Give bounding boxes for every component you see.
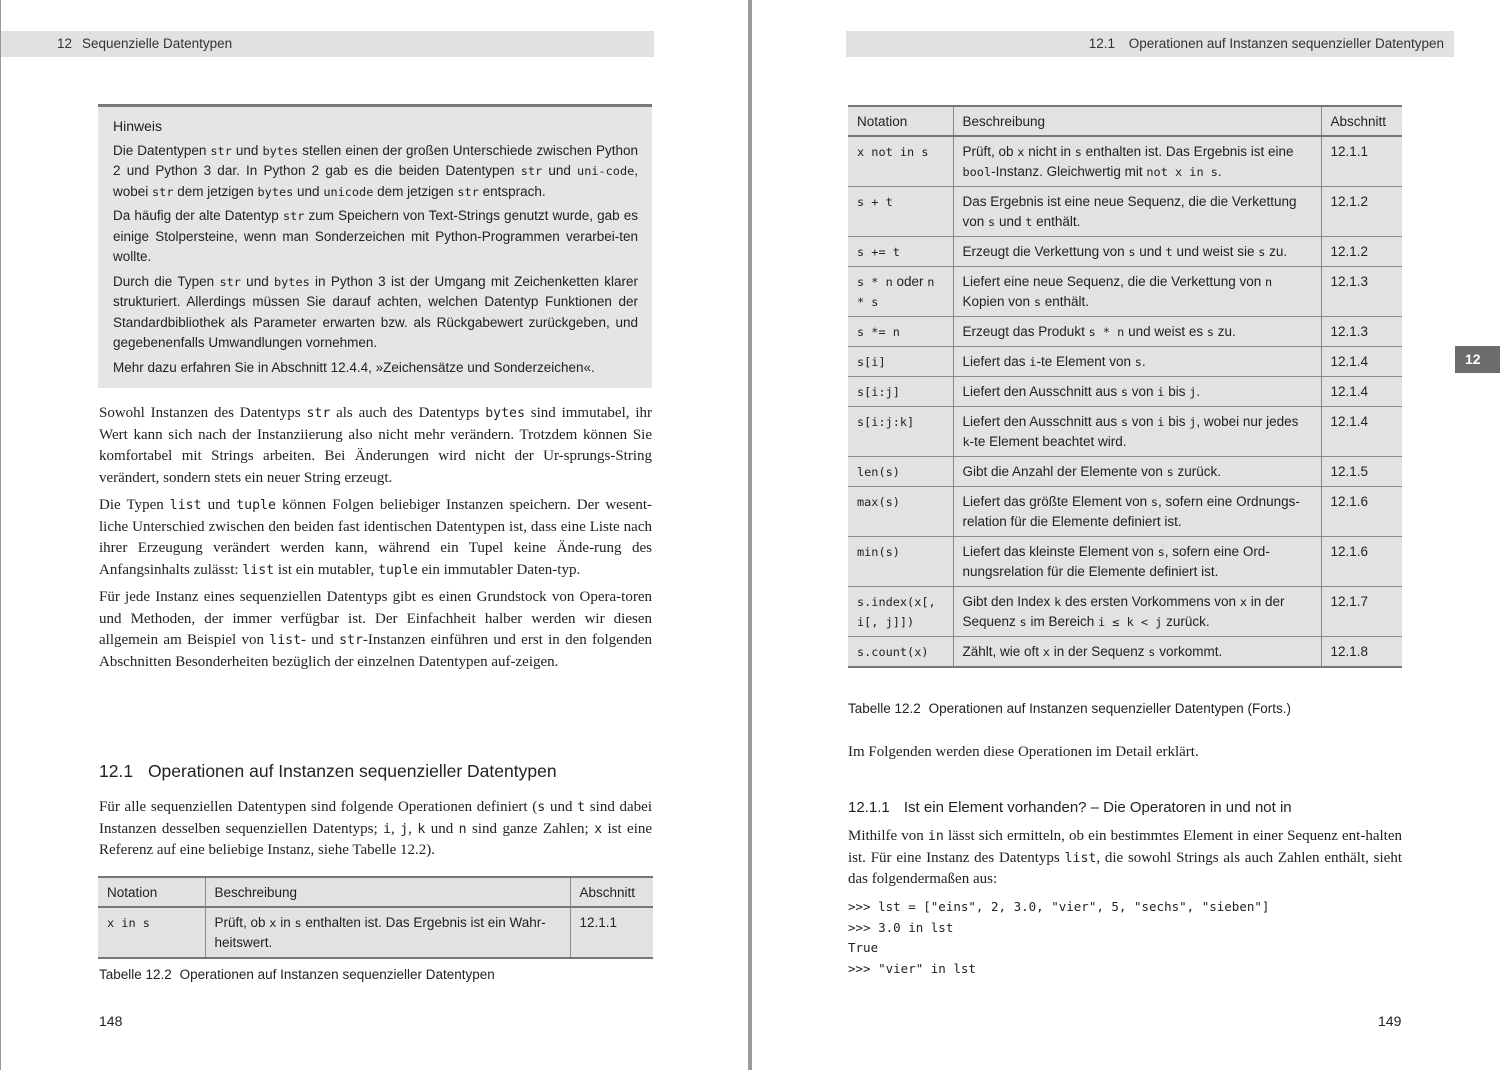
code-term: s [1166, 465, 1174, 479]
code-term: s += t [857, 245, 900, 259]
table-row [848, 457, 1402, 487]
code-term: s.index(x[, i[, j]]) [857, 595, 936, 629]
section-cell: 12.1.2 [1321, 237, 1402, 267]
code-term: j [1189, 415, 1197, 429]
left-page [0, 0, 748, 1070]
column-header: Notation [98, 877, 205, 907]
code-term: j [400, 821, 409, 837]
code-term: max(s) [857, 495, 900, 509]
right-page [752, 0, 1500, 1070]
chapter-number: 12 [57, 36, 73, 51]
section-cell: 12.1.3 [1321, 267, 1402, 317]
code-term: s [988, 215, 996, 229]
subsection-heading [848, 799, 1292, 816]
column-header: Beschreibung [953, 106, 1321, 136]
description-cell: Zählt, wie oft x in der Sequenz s vorkommt. [953, 637, 1321, 668]
code-term: i [1029, 355, 1037, 369]
code-term: x [1042, 645, 1050, 659]
code-term: n [458, 821, 467, 837]
code-term: list [1064, 850, 1097, 866]
table-row [848, 537, 1402, 587]
code-term: str [520, 164, 543, 178]
caption-label: Tabelle 12.2 [99, 967, 172, 982]
code-term: list [269, 633, 302, 648]
code-term: s *= n [857, 325, 900, 339]
table-row [848, 267, 1402, 317]
body-paragraph: Für jede Instanz eines sequenziellen Datentyps gibt es einen Grundstock von Opera-toren und Methoden, der immer verfügbar ist. Der Einfachheit halber werden wir diesen allgemein am Beispiel von list- und str-Instanzen einführen und erst in den folgenden Abschnitten Besonderheiten bezüglich der einzelnen Datentypen auf-zeigen. [99, 589, 652, 670]
section-number: 12.1 [99, 761, 134, 781]
description-cell: Liefert den Ausschnitt aus s von i bis j. [953, 377, 1321, 407]
code-term: list [169, 498, 202, 513]
code-term: i [383, 821, 392, 837]
code-term: t [577, 800, 586, 815]
notation-cell [848, 637, 953, 668]
code-term: s [1134, 355, 1142, 369]
code-term: x [594, 821, 603, 837]
code-term: s[i:j:k] [857, 415, 915, 429]
code-term: s [1128, 245, 1136, 259]
code-term: s [1148, 645, 1156, 659]
notation-cell [848, 407, 953, 457]
code-term: s * n [1088, 325, 1125, 339]
description-cell: Das Ergebnis ist eine neue Sequenz, die die Verkettung von s und t enthält. [953, 187, 1321, 237]
caption-text: Operationen auf Instanzen sequenzieller Datentypen [179, 967, 495, 982]
hint-paragraph: Die Datentypen str und bytes stellen einen der großen Unterschiede zwischen Python 2 und Python 3 dar. In Python 2 gab es die beiden Datentypen str und uni-code, wobei str dem jetzigen bytes und unicode dem jetzigen str entsprach. [113, 142, 639, 199]
description-cell: Liefert den Ausschnitt aus s von i bis j, wobei nur jedes k-te Element beachtet wird. [953, 407, 1321, 457]
body-paragraph: Die Typen list und tuple können Folgen beliebiger Instanzen speichern. Der wesent-liche Unterschied zwischen den beiden fast identischen Datentypen ist, dass eine Liste nach ihrer Erzeugung verändert werden kann, während ein Tupel keine Ände-rung des Anfangsinhalts zulässt: list ist ein mutabler, tuple ein immutabler Daten-typ. [99, 497, 652, 578]
code-term: str [282, 209, 305, 223]
notation-cell [848, 457, 953, 487]
notation-cell [98, 907, 205, 958]
table-caption [99, 967, 495, 982]
section-title: Operationen auf Instanzen sequenzieller Datentypen [1128, 36, 1444, 51]
operations-table-continued [848, 105, 1402, 668]
caption-label: Tabelle 12.2 [848, 701, 921, 716]
notation-cell [848, 587, 953, 637]
code-term: tuple [378, 562, 418, 578]
body-text-block [99, 403, 652, 673]
description-cell: Erzeugt das Produkt s * n und weist es s zu. [953, 317, 1321, 347]
column-header: Beschreibung [205, 877, 570, 907]
code-term: bytes [485, 406, 525, 421]
hint-paragraph: Mehr dazu erfahren Sie in Abschnitt 12.4.4, »Zeichensätze und Sonderzeichen«. [113, 359, 595, 375]
code-term: s [1206, 325, 1215, 339]
column-header: Abschnitt [570, 877, 653, 907]
notation-cell [848, 377, 953, 407]
description-cell: Liefert eine neue Sequenz, die die Verkettung von n Kopien von s enthält. [953, 267, 1321, 317]
section-cell: 12.1.2 [1321, 187, 1402, 237]
code-term: tuple [236, 498, 276, 513]
chapter-title: Sequenzielle Datentypen [82, 36, 233, 51]
code-term: s [1120, 415, 1129, 429]
page-number: 148 [99, 1013, 123, 1029]
table-row [848, 187, 1402, 237]
code-term: s [1258, 245, 1266, 259]
section-cell: 12.1.6 [1321, 537, 1402, 587]
hint-paragraph: Da häufig der alte Datentyp str zum Speichern von Text-Strings genutzt wurde, gab es einige Stolpersteine, wenn man Sonderzeichen mit Python-Programmen verarbei-ten wollte. [113, 208, 638, 264]
code-term: s [294, 916, 302, 930]
section-cell: 12.1.1 [570, 907, 653, 958]
code-term: s.count(x) [857, 645, 929, 659]
notation-cell [848, 237, 953, 267]
section-cell: 12.1.1 [1321, 136, 1402, 187]
code-term: k [1054, 595, 1062, 609]
code-term: s [1074, 145, 1082, 159]
code-term: uni-code [577, 164, 635, 178]
code-term: i [1157, 385, 1165, 399]
code-term: str [457, 184, 479, 199]
code-term: x [1017, 145, 1025, 159]
table-row [848, 377, 1402, 407]
code-term: s [537, 800, 546, 815]
code-term: list [242, 562, 275, 578]
code-term: bool [962, 165, 992, 179]
section-cell: 12.1.8 [1321, 637, 1402, 668]
running-head-right [846, 31, 1454, 57]
section-cell: 12.1.5 [1321, 457, 1402, 487]
subsection-number: 12.1.1 [848, 799, 890, 816]
description-cell: Prüft, ob x in s enthalten ist. Das Ergebnis ist ein Wahr-heitswert. [205, 907, 570, 958]
code-term: min(s) [857, 545, 900, 559]
table-row [848, 136, 1402, 187]
table-row [98, 907, 653, 958]
description-cell: Prüft, ob x nicht in s enthalten ist. Das Ergebnis ist eine bool-Instanz. Gleichwertig mit not x in s. [953, 136, 1321, 187]
notation-cell [848, 487, 953, 537]
code-term: s [1120, 385, 1129, 399]
code-term: k [962, 435, 970, 449]
section-number: 12.1 [1088, 36, 1116, 51]
section-paragraph: Für alle sequenziellen Datentypen sind folgende Operationen definiert (s und t sind dabei Instanzen desselben sequenziellen Datentyps; i, j, k und n sind ganze Zahlen; x ist eine Referenz auf eine beliebige Instanz, siehe Tabelle 12.2). [99, 799, 653, 858]
hint-title: Hinweis [113, 118, 163, 134]
caption-text: Operationen auf Instanzen sequenzieller Datentypen (Forts.) [928, 701, 1292, 716]
table-row [848, 317, 1402, 347]
column-header: Abschnitt [1321, 106, 1402, 136]
subsection-title: Ist ein Element vorhanden? – Die Operatoren in und not in [903, 799, 1292, 816]
code-term: bytes [274, 274, 310, 289]
code-term: str [210, 143, 232, 158]
code-term: x [269, 916, 277, 930]
description-cell: Gibt den Index k des ersten Vorkommens von x in der Sequenz s im Bereich i ≤ k < j zurück. [953, 587, 1321, 637]
code-term: bytes [262, 143, 299, 158]
section-cell: 12.1.7 [1321, 587, 1402, 637]
table-row [848, 237, 1402, 267]
code-listing [848, 897, 1269, 979]
table-row [848, 637, 1402, 668]
notation-cell [848, 187, 953, 237]
code-term: t [1165, 245, 1173, 259]
description-cell: Liefert das kleinste Element von s, sofern eine Ord-nungsrelation für die Elemente definiert ist. [953, 537, 1321, 587]
code-term: s [1019, 615, 1027, 629]
section-cell: 12.1.4 [1321, 347, 1402, 377]
table-header-row [98, 877, 653, 907]
table-caption [848, 701, 1291, 716]
operations-table [98, 876, 653, 959]
code-term: k [417, 821, 426, 837]
subsection-paragraph: Mithilfe von in lässt sich ermitteln, ob ein bestimmtes Element in einer Sequenz ent-halten ist. Für eine Instanz des Datentyps list, die sowohl Strings als auch Zahlen enthält, sieht das folgendermaßen aus: [848, 828, 1403, 887]
code-term: j [1189, 385, 1197, 399]
code-term: x not in s [857, 145, 929, 159]
chapter-thumb-tab: 12 [1455, 346, 1500, 373]
notation-cell [848, 347, 953, 377]
description-cell: Liefert das i-te Element von s. [953, 347, 1321, 377]
code-term: t [1025, 215, 1033, 229]
code-term: str [306, 406, 331, 421]
description-cell: Liefert das größte Element von s, sofern eine Ordnungs-relation für die Elemente definiert ist. [953, 487, 1321, 537]
notation-cell [848, 317, 953, 347]
code-term: i [1157, 415, 1165, 429]
description-cell: Erzeugt die Verkettung von s und t und weist sie s zu. [953, 237, 1321, 267]
code-line: >>> "vier" in lst [848, 960, 976, 976]
code-term: not x in s [1146, 165, 1218, 179]
table-row [848, 347, 1402, 377]
code-term: in [927, 829, 944, 844]
table-row [848, 407, 1402, 457]
section-cell: 12.1.4 [1321, 377, 1402, 407]
code-term: str [339, 633, 363, 648]
hint-paragraph: Durch die Typen str und bytes in Python 3 ist der Umgang mit Zeichenketten klarer strukturiert. Allerdings müssen Sie darauf achten, welchen Datentyp Funktionen der Standardbibliothek als Parameter erwarten bzw. als Rückgabewert zurückgeben, und gegebenenfalls Umwandlungen vornehmen. [113, 273, 638, 350]
table-row [848, 587, 1402, 637]
code-term: n [1264, 275, 1273, 289]
code-term: s[i:j] [857, 385, 900, 399]
hint-box [98, 104, 652, 388]
code-line: >>> lst = ["eins", 2, 3.0, "vier", 5, "sechs", "sieben"] [848, 899, 1270, 914]
code-term: i ≤ k < j [1097, 615, 1163, 629]
code-line: >>> 3.0 in lst [848, 919, 954, 935]
code-term: s [1157, 545, 1165, 559]
code-term: s [1150, 495, 1159, 509]
running-head-left [1, 31, 654, 57]
section-cell: 12.1.4 [1321, 407, 1402, 457]
table-header-row [848, 106, 1402, 136]
section-cell: 12.1.6 [1321, 487, 1402, 537]
intro-paragraph: Im Folgenden werden diese Operationen im Detail erklärt. [848, 744, 1199, 760]
section-title: Operationen auf Instanzen sequenzieller Datentypen [147, 761, 557, 781]
body-paragraph: Sowohl Instanzen des Datentyps str als auch des Datentyps bytes sind immutabel, ihr Wert kann sich nach der Instanziierung also nicht mehr verändern. Trotzdem können Sie komfortabel mit Strings arbeiten. Bei Änderungen wird nicht der Ur-sprungs-String verändert, sondern stets ein neuer String erzeugt. [99, 405, 652, 486]
code-term: x in s [107, 916, 150, 930]
section-cell: 12.1.3 [1321, 317, 1402, 347]
table-row [848, 487, 1402, 537]
code-term: str [152, 184, 174, 199]
code-term: s * n [857, 275, 893, 289]
code-term: s[i] [857, 355, 886, 369]
section-heading [99, 761, 557, 782]
code-term: x [1239, 595, 1247, 609]
code-term: bytes [257, 184, 294, 199]
column-header: Notation [848, 106, 953, 136]
code-term: s [1033, 295, 1041, 309]
page-number: 149 [1378, 1013, 1402, 1029]
code-term: unicode [323, 184, 374, 199]
code-term: s + t [857, 195, 893, 209]
code-term: len(s) [857, 465, 900, 479]
description-cell: Gibt die Anzahl der Elemente von s zurück. [953, 457, 1321, 487]
notation-cell [848, 537, 953, 587]
code-term: str [219, 274, 241, 289]
code-term: n * s [857, 275, 935, 309]
code-line: True [848, 940, 879, 955]
notation-cell: s * n oder n * s [848, 267, 953, 317]
notation-cell [848, 136, 953, 187]
